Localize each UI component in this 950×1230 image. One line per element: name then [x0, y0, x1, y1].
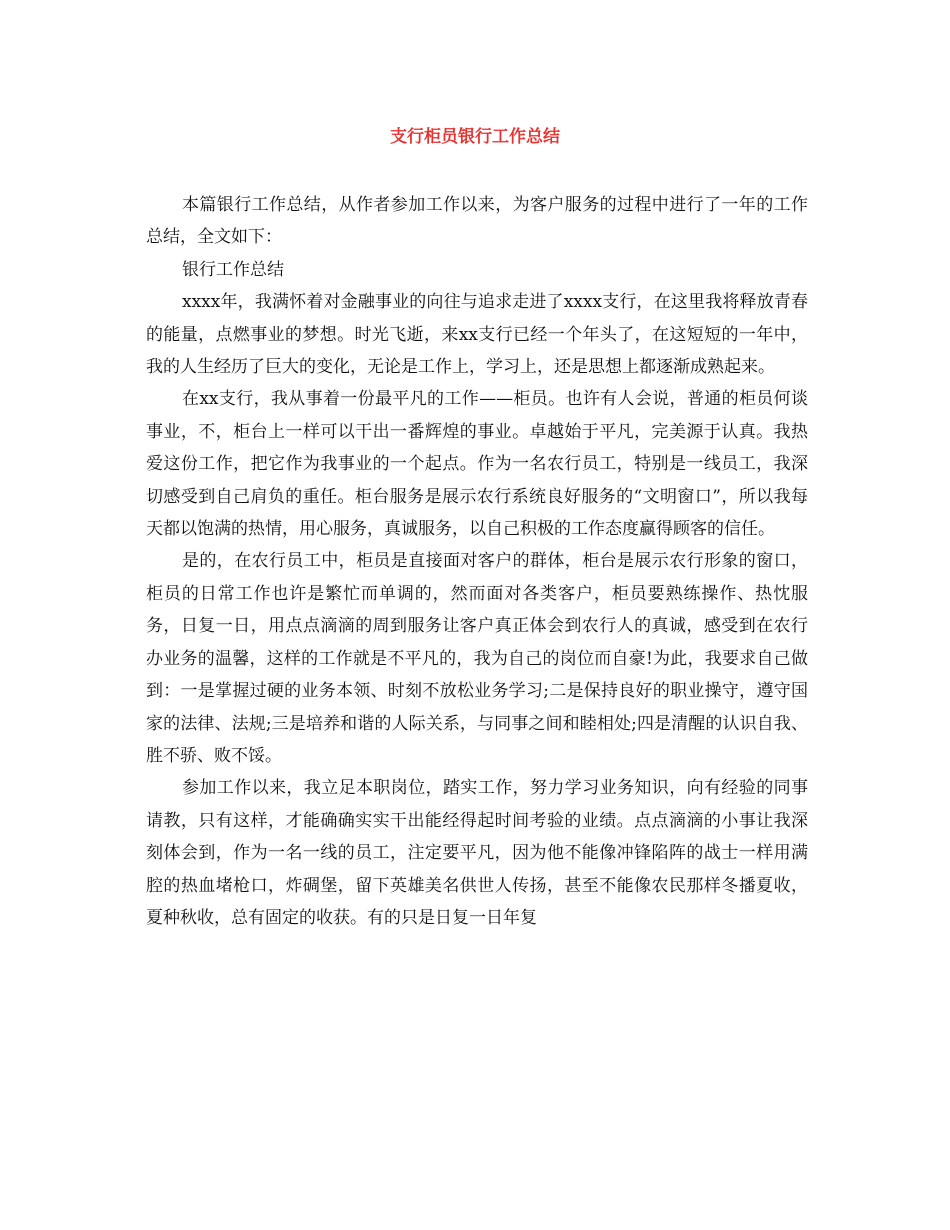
- document-title: 支行柜员银行工作总结: [390, 127, 560, 147]
- paragraph-2: 在xx支行，我从事着一份最平凡的工作——柜员。也许有人会说，普通的柜员何谈事业，不，柜台上一样可以干出一番辉煌的事业。卓越始于平凡，完美源于认真。我热爱这份工作，把它作为我事业的一个起点。作为一名农行员工，特别是一线员工，我深切感受到自己肩负的重任。柜台服务是展示农行系统良好服务的“文明窗口”，所以我每天都以饱满的热情，用心服务，真诚服务，以自己积极的工作态度赢得顾客的信任。: [146, 389, 808, 540]
- paragraph-3: 是的，在农行员工中，柜员是直接面对客户的群体，柜台是展示农行形象的窗口，柜员的日常工作也许是繁忙而单调的，然而面对各类客户，柜员要熟练操作、热忱服务，日复一日，用点点滴滴的周到服务让客户真正体会到农行人的真诚，感受到在农行办业务的温馨，这样的工作就是不平凡的，我为自己的岗位而自豪!为此，我要求自己做到：一是掌握过硬的业务本领、时刻不放松业务学习;二是保持良好的职业操守，遵守国家的法律、法规;三是培养和谐的人际关系，与同事之间和睦相处;四是清醒的认识自我、胜不骄、败不馁。: [146, 551, 808, 766]
- paragraph-4: 参加工作以来，我立足本职岗位，踏实工作，努力学习业务知识，向有经验的同事请教，只有这样，才能确确实实干出能经得起时间考验的业绩。点点滴滴的小事让我深刻体会到，作为一名一线的员工，注定要平凡，因为他不能像冲锋陷阵的战士一样用满腔的热血堵枪口，炸碉堡，留下英雄美名供世人传扬，甚至不能像农民那样冬播夏收，夏种秋收，总有固定的收获。有的只是日复一日年复: [146, 778, 808, 928]
- paragraph-intro: 本篇银行工作总结，从作者参加工作以来，为客户服务的过程中进行了一年的工作总结，全文如下：: [146, 195, 808, 248]
- document-body: [146, 189, 808, 934]
- paragraph-subheading: 银行工作总结: [182, 259, 284, 280]
- paragraph-1: xxxx年，我满怀着对金融事业的向往与追求走进了xxxx支行，在这里我将释放青春的能量，点燃事业的梦想。时光飞逝，来xx支行已经一个年头了，在这短短的一年中，我的人生经历了巨大的变化，无论是工作上，学习上，还是思想上都逐渐成熟起来。: [146, 292, 808, 378]
